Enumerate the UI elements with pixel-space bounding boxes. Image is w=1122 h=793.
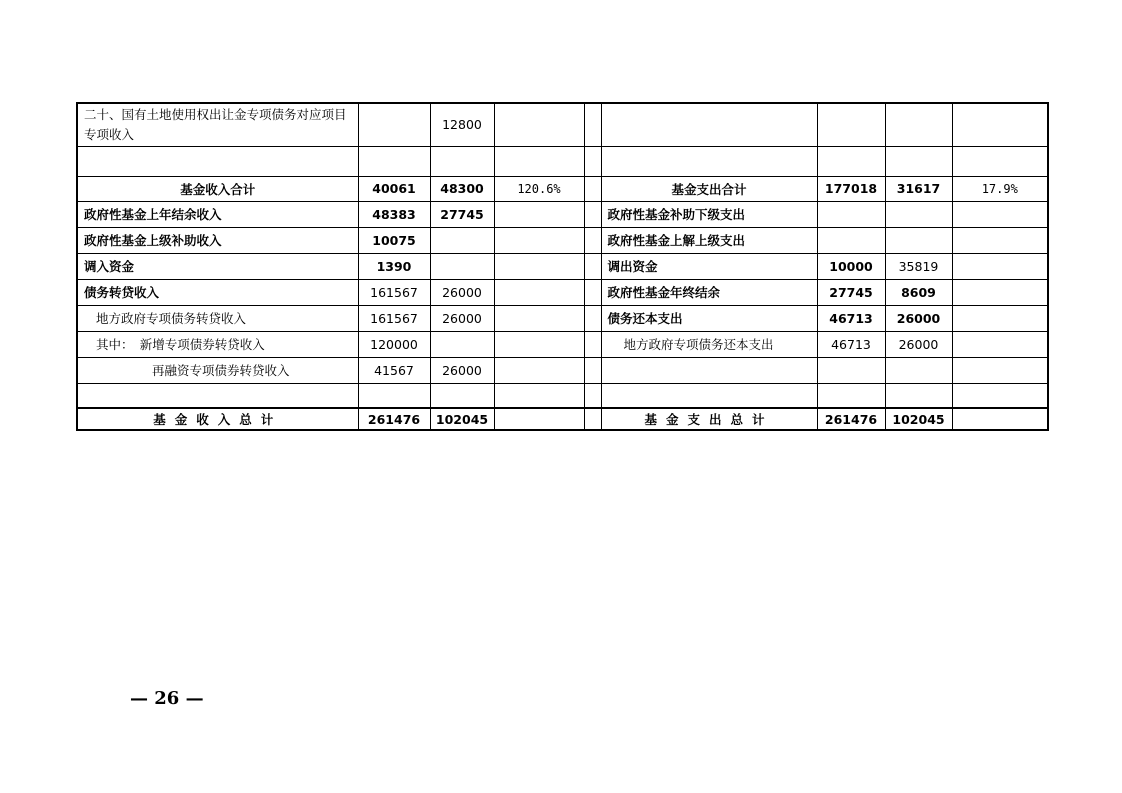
income-percent — [494, 383, 584, 408]
table-row — [77, 227, 1048, 253]
income-percent — [494, 357, 584, 383]
income-percent — [494, 305, 584, 331]
table-row — [77, 383, 1048, 408]
fund-budget-table — [76, 102, 1049, 431]
income-value-1: 161567 — [358, 279, 430, 305]
income-percent — [494, 408, 584, 430]
expense-value-2 — [885, 357, 952, 383]
income-item-label — [77, 146, 358, 176]
expense-item-label — [601, 146, 817, 176]
income-item-label: 调入资金 — [77, 253, 358, 279]
table-row — [77, 305, 1048, 331]
expense-value-2 — [885, 146, 952, 176]
income-value-2 — [430, 331, 494, 357]
expense-percent — [952, 227, 1048, 253]
expense-value-1: 10000 — [817, 253, 885, 279]
table-row — [77, 331, 1048, 357]
expense-value-1 — [817, 383, 885, 408]
income-value-1: 41567 — [358, 357, 430, 383]
income-value-1: 10075 — [358, 227, 430, 253]
expense-item-label: 基金支出总计 — [601, 408, 817, 430]
income-percent — [494, 146, 584, 176]
table-row — [77, 357, 1048, 383]
income-value-1: 40061 — [358, 176, 430, 201]
expense-percent — [952, 253, 1048, 279]
table-gap-cell — [584, 383, 601, 408]
income-value-2: 12800 — [430, 103, 494, 146]
expense-value-1 — [817, 103, 885, 146]
expense-value-2: 8609 — [885, 279, 952, 305]
income-value-2 — [430, 227, 494, 253]
table-gap-cell — [584, 227, 601, 253]
table-row — [77, 201, 1048, 227]
income-percent — [494, 253, 584, 279]
expense-item-label — [601, 103, 817, 146]
income-item-label: 地方政府专项债务转贷收入 — [77, 305, 358, 331]
income-item-label: 债务转贷收入 — [77, 279, 358, 305]
table-row — [77, 103, 1048, 146]
table-gap-cell — [584, 305, 601, 331]
expense-percent — [952, 279, 1048, 305]
expense-value-2: 102045 — [885, 408, 952, 430]
income-value-2: 26000 — [430, 357, 494, 383]
income-percent — [494, 227, 584, 253]
income-value-1: 261476 — [358, 408, 430, 430]
table-row — [77, 176, 1048, 201]
expense-value-1: 261476 — [817, 408, 885, 430]
expense-value-2: 26000 — [885, 331, 952, 357]
income-value-2: 26000 — [430, 305, 494, 331]
income-percent — [494, 279, 584, 305]
table-gap-cell — [584, 253, 601, 279]
income-value-1: 1390 — [358, 253, 430, 279]
income-item-label: 政府性基金上年结余收入 — [77, 201, 358, 227]
page-number: — 26 — — [130, 688, 204, 709]
income-value-1: 161567 — [358, 305, 430, 331]
income-value-1: 48383 — [358, 201, 430, 227]
expense-item-label: 地方政府专项债务还本支出 — [601, 331, 817, 357]
expense-value-1 — [817, 201, 885, 227]
expense-value-1 — [817, 357, 885, 383]
expense-value-2 — [885, 383, 952, 408]
income-percent: 120.6% — [494, 176, 584, 201]
expense-value-1 — [817, 227, 885, 253]
expense-value-1: 46713 — [817, 305, 885, 331]
expense-percent — [952, 305, 1048, 331]
income-item-label: 其中： 新增专项债券转贷收入 — [77, 331, 358, 357]
income-value-2 — [430, 383, 494, 408]
expense-item-label — [601, 383, 817, 408]
income-value-1 — [358, 103, 430, 146]
expense-percent — [952, 408, 1048, 430]
expense-percent — [952, 146, 1048, 176]
expense-value-2: 26000 — [885, 305, 952, 331]
income-percent — [494, 103, 584, 146]
expense-value-2 — [885, 201, 952, 227]
expense-value-2 — [885, 227, 952, 253]
income-value-1: 120000 — [358, 331, 430, 357]
table-gap-cell — [584, 331, 601, 357]
expense-value-1 — [817, 146, 885, 176]
expense-item-label: 债务还本支出 — [601, 305, 817, 331]
expense-percent — [952, 103, 1048, 146]
income-value-2 — [430, 253, 494, 279]
income-percent — [494, 201, 584, 227]
expense-percent — [952, 331, 1048, 357]
table-row — [77, 253, 1048, 279]
expense-item-label: 政府性基金年终结余 — [601, 279, 817, 305]
income-value-2: 26000 — [430, 279, 494, 305]
expense-value-1: 27745 — [817, 279, 885, 305]
table-gap-cell — [584, 357, 601, 383]
income-value-1 — [358, 383, 430, 408]
expense-item-label: 基金支出合计 — [601, 176, 817, 201]
expense-item-label — [601, 357, 817, 383]
income-item-label: 政府性基金上级补助收入 — [77, 227, 358, 253]
table-gap-cell — [584, 408, 601, 430]
table-row — [77, 279, 1048, 305]
table-gap-cell — [584, 146, 601, 176]
income-value-2: 48300 — [430, 176, 494, 201]
expense-item-label: 政府性基金上解上级支出 — [601, 227, 817, 253]
expense-value-1: 177018 — [817, 176, 885, 201]
table-gap-cell — [584, 103, 601, 146]
expense-percent — [952, 383, 1048, 408]
income-item-label: 基金收入合计 — [77, 176, 358, 201]
income-percent — [494, 331, 584, 357]
expense-percent — [952, 357, 1048, 383]
income-value-2: 102045 — [430, 408, 494, 430]
expense-value-2: 31617 — [885, 176, 952, 201]
expense-value-2: 35819 — [885, 253, 952, 279]
income-item-label — [77, 383, 358, 408]
income-item-label: 再融资专项债券转贷收入 — [77, 357, 358, 383]
expense-percent — [952, 201, 1048, 227]
table-gap-cell — [584, 201, 601, 227]
expense-item-label: 政府性基金补助下级支出 — [601, 201, 817, 227]
income-value-2 — [430, 146, 494, 176]
table-row — [77, 408, 1048, 430]
table-gap-cell — [584, 279, 601, 305]
table-gap-cell — [584, 176, 601, 201]
income-item-label: 二十、国有土地使用权出让金专项债务对应项目专项收入 — [77, 103, 358, 146]
income-value-2: 27745 — [430, 201, 494, 227]
income-value-1 — [358, 146, 430, 176]
expense-percent: 17.9% — [952, 176, 1048, 201]
expense-value-2 — [885, 103, 952, 146]
expense-value-1: 46713 — [817, 331, 885, 357]
income-item-label: 基金收入总计 — [77, 408, 358, 430]
table-row — [77, 146, 1048, 176]
expense-item-label: 调出资金 — [601, 253, 817, 279]
